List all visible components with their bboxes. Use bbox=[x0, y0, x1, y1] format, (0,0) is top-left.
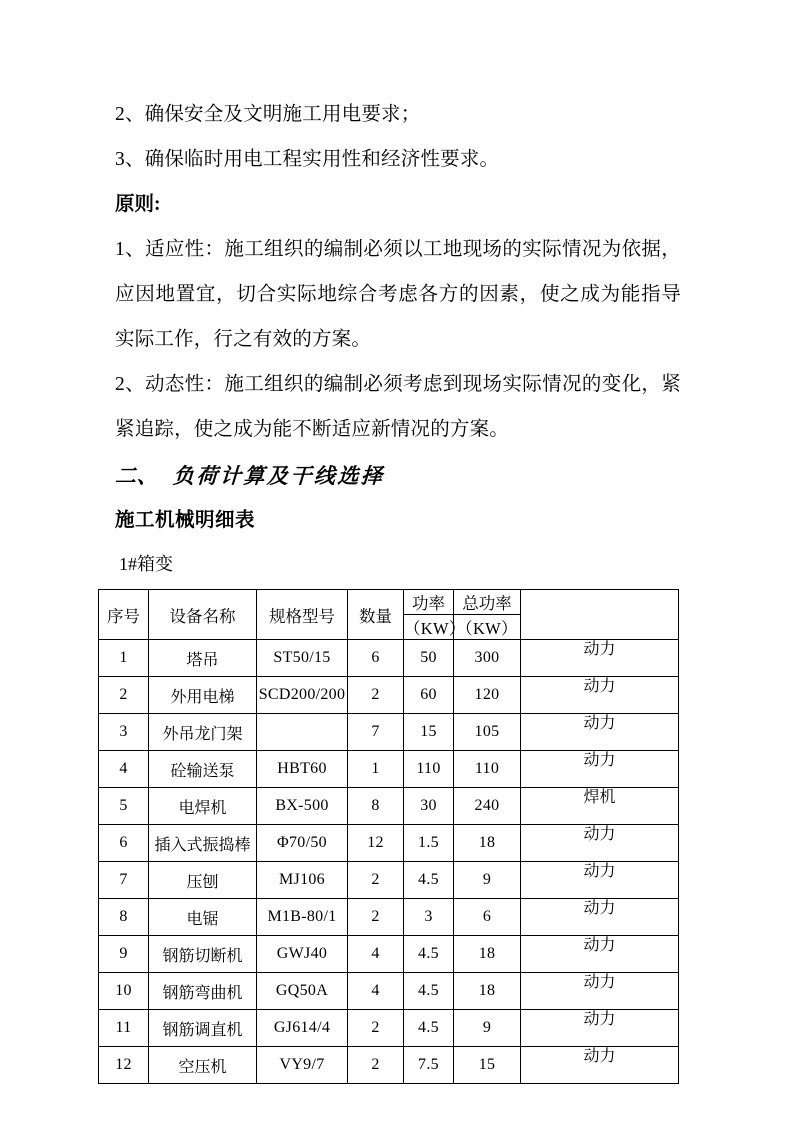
cell-total-power: 18 bbox=[454, 973, 521, 1010]
table-row bbox=[99, 825, 679, 862]
cell-no: 11 bbox=[99, 1010, 149, 1047]
cell-usage: 动力 bbox=[521, 936, 679, 973]
machine-list-table bbox=[98, 589, 679, 1084]
cell-total-power: 240 bbox=[454, 788, 521, 825]
cell-no: 10 bbox=[99, 973, 149, 1010]
table-row bbox=[99, 1010, 679, 1047]
cell-power: 4.5 bbox=[404, 1010, 454, 1047]
cell-total-power: 9 bbox=[454, 1010, 521, 1047]
cell-usage: 动力 bbox=[521, 862, 679, 899]
header-name: 设备名称 bbox=[149, 590, 257, 640]
cell-power: 4.5 bbox=[404, 862, 454, 899]
principles-heading: 原则: bbox=[115, 194, 161, 215]
section-heading bbox=[114, 452, 682, 499]
cell-model: ST50/15 bbox=[257, 640, 348, 677]
header-power: 功率 bbox=[404, 590, 454, 615]
cell-model: GWJ40 bbox=[257, 936, 348, 973]
cell-name: 钢筋切断机 bbox=[149, 936, 257, 973]
cell-total-power: 300 bbox=[454, 640, 521, 677]
cell-total-power: 18 bbox=[454, 825, 521, 862]
cell-power: 30 bbox=[404, 788, 454, 825]
cell-usage: 动力 bbox=[521, 1047, 679, 1084]
cell-model bbox=[257, 714, 348, 751]
cell-total-power: 18 bbox=[454, 936, 521, 973]
cell-model: M1B-80/1 bbox=[257, 899, 348, 936]
cell-name: 压刨 bbox=[149, 862, 257, 899]
cell-no: 1 bbox=[99, 640, 149, 677]
cell-quantity: 8 bbox=[348, 788, 404, 825]
cell-no: 8 bbox=[99, 899, 149, 936]
cell-usage: 焊机 bbox=[521, 788, 679, 825]
table-row bbox=[99, 751, 679, 788]
cell-quantity: 2 bbox=[348, 1047, 404, 1084]
table-body bbox=[99, 640, 679, 1084]
table-row bbox=[99, 714, 679, 751]
cell-name: 砼输送泵 bbox=[149, 751, 257, 788]
cell-no: 4 bbox=[99, 751, 149, 788]
section-title: 负荷计算及干线选择 bbox=[172, 463, 386, 488]
table-header bbox=[99, 590, 679, 640]
cell-model: GQ50A bbox=[257, 973, 348, 1010]
cell-model: HBT60 bbox=[257, 751, 348, 788]
cell-usage: 动力 bbox=[521, 751, 679, 788]
table-row bbox=[99, 899, 679, 936]
cell-no: 12 bbox=[99, 1047, 149, 1084]
header-power-unit: （KW） bbox=[404, 615, 454, 640]
cell-quantity: 6 bbox=[348, 640, 404, 677]
cell-usage: 动力 bbox=[521, 899, 679, 936]
cell-total-power: 15 bbox=[454, 1047, 521, 1084]
cell-usage: 动力 bbox=[521, 973, 679, 1010]
cell-usage: 动力 bbox=[521, 1010, 679, 1047]
cell-no: 5 bbox=[99, 788, 149, 825]
cell-usage: 动力 bbox=[521, 714, 679, 751]
cell-usage: 动力 bbox=[521, 640, 679, 677]
table-row bbox=[99, 788, 679, 825]
cell-power: 4.5 bbox=[404, 973, 454, 1010]
cell-name: 钢筋弯曲机 bbox=[149, 973, 257, 1010]
cell-name: 插入式振捣棒 bbox=[149, 825, 257, 862]
section-number: 二、 bbox=[114, 463, 160, 488]
header-total-power-unit: （KW） bbox=[454, 615, 521, 640]
table-row bbox=[99, 862, 679, 899]
cell-name: 空压机 bbox=[149, 1047, 257, 1084]
table-row bbox=[99, 677, 679, 714]
cell-usage: 动力 bbox=[521, 825, 679, 862]
cell-total-power: 120 bbox=[454, 677, 521, 714]
table-header-row-top bbox=[99, 590, 679, 615]
cell-quantity: 2 bbox=[348, 899, 404, 936]
cell-name: 外用电梯 bbox=[149, 677, 257, 714]
principle-item-1: 1、适应性：施工组织的编制必须以工地现场的实际情况为依据，应因地置宜，切合实际地综合考虑各方的因素，使之成为能指导实际工作，行之有效的方案。 bbox=[115, 239, 681, 350]
cell-no: 3 bbox=[99, 714, 149, 751]
cell-model: Φ70/50 bbox=[257, 825, 348, 862]
cell-no: 9 bbox=[99, 936, 149, 973]
cell-quantity: 7 bbox=[348, 714, 404, 751]
table-caption: 1#箱变 bbox=[119, 554, 173, 574]
cell-model: SCD200/200 bbox=[257, 677, 348, 714]
cell-name: 电锯 bbox=[149, 899, 257, 936]
cell-power: 3 bbox=[404, 899, 454, 936]
header-usage bbox=[521, 590, 679, 640]
table-row bbox=[99, 973, 679, 1010]
cell-power: 110 bbox=[404, 751, 454, 788]
table-row bbox=[99, 936, 679, 973]
header-no: 序号 bbox=[99, 590, 149, 640]
table-row bbox=[99, 640, 679, 677]
header-model: 规格型号 bbox=[257, 590, 348, 640]
cell-quantity: 2 bbox=[348, 677, 404, 714]
cell-power: 60 bbox=[404, 677, 454, 714]
cell-quantity: 4 bbox=[348, 973, 404, 1010]
cell-no: 7 bbox=[99, 862, 149, 899]
cell-power: 15 bbox=[404, 714, 454, 751]
cell-power: 1.5 bbox=[404, 825, 454, 862]
cell-total-power: 9 bbox=[454, 862, 521, 899]
table-row bbox=[99, 1047, 679, 1084]
table-subheading: 施工机械明细表 bbox=[115, 510, 256, 531]
cell-name: 外吊龙门架 bbox=[149, 714, 257, 751]
cell-quantity: 4 bbox=[348, 936, 404, 973]
cell-quantity: 2 bbox=[348, 1010, 404, 1047]
cell-power: 7.5 bbox=[404, 1047, 454, 1084]
cell-total-power: 110 bbox=[454, 751, 521, 788]
cell-power: 4.5 bbox=[404, 936, 454, 973]
paragraph-item-2: 2、确保安全及文明施工用电要求； bbox=[115, 104, 421, 125]
cell-quantity: 1 bbox=[348, 751, 404, 788]
cell-total-power: 6 bbox=[454, 899, 521, 936]
cell-model: GJ614/4 bbox=[257, 1010, 348, 1047]
cell-name: 塔吊 bbox=[149, 640, 257, 677]
cell-model: VY9/7 bbox=[257, 1047, 348, 1084]
principle-item-2: 2、动态性：施工组织的编制必须考虑到现场实际情况的变化，紧紧追踪，使之成为能不断适应新情况的方案。 bbox=[115, 374, 681, 440]
cell-model: BX-500 bbox=[257, 788, 348, 825]
cell-quantity: 12 bbox=[348, 825, 404, 862]
cell-model: MJ106 bbox=[257, 862, 348, 899]
cell-no: 2 bbox=[99, 677, 149, 714]
cell-total-power: 105 bbox=[454, 714, 521, 751]
paragraph-item-3: 3、确保临时用电工程实用性和经济性要求。 bbox=[115, 149, 500, 170]
cell-name: 钢筋调直机 bbox=[149, 1010, 257, 1047]
header-quantity: 数量 bbox=[348, 590, 404, 640]
cell-usage: 动力 bbox=[521, 677, 679, 714]
header-total-power: 总功率 bbox=[454, 590, 521, 615]
cell-power: 50 bbox=[404, 640, 454, 677]
cell-name: 电焊机 bbox=[149, 788, 257, 825]
cell-no: 6 bbox=[99, 825, 149, 862]
cell-quantity: 2 bbox=[348, 862, 404, 899]
